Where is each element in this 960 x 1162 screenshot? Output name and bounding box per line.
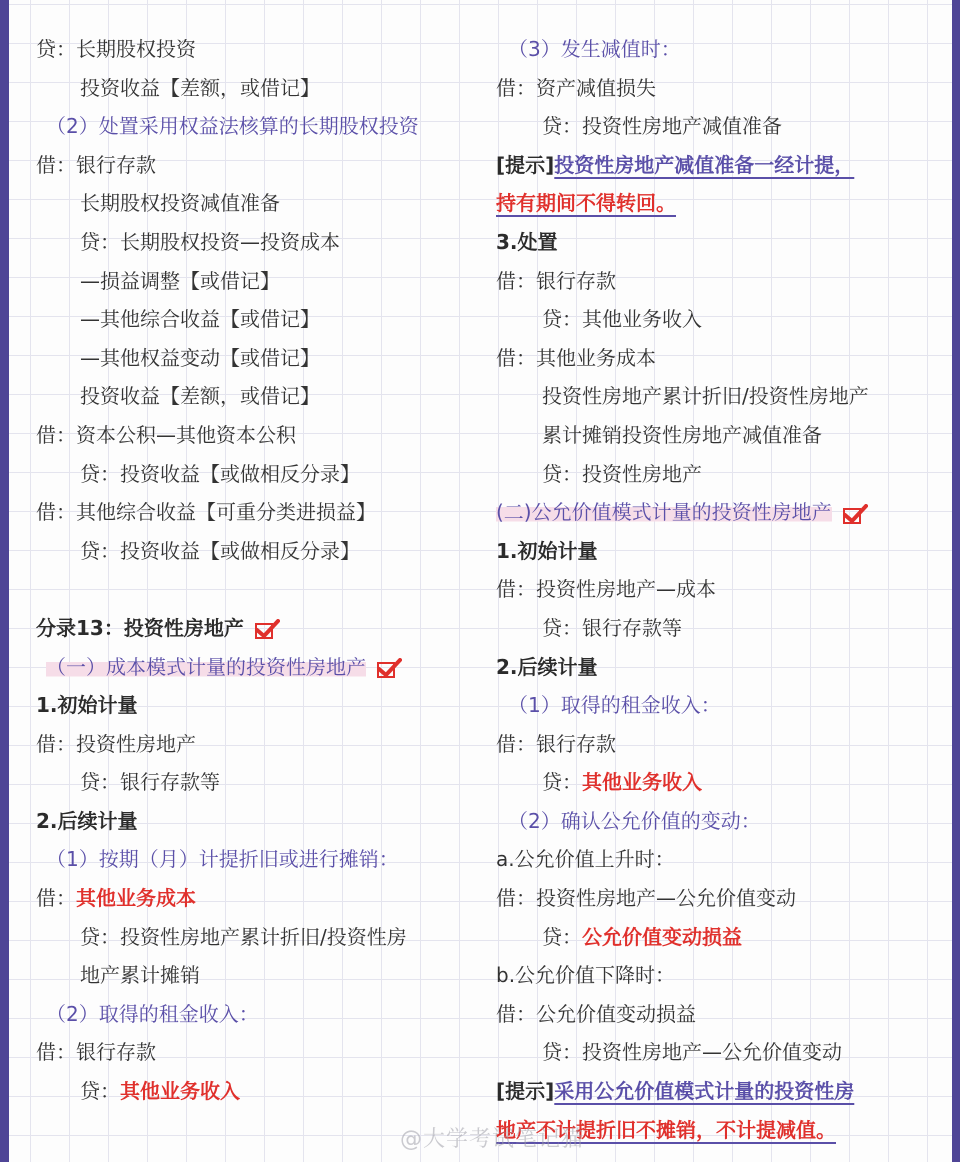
line-text: 2.后续计量 xyxy=(36,808,138,833)
line-text: （1）按期（月）计提折旧或进行摊销： xyxy=(46,847,399,872)
emphasis-text: 其他业务收入 xyxy=(582,770,702,795)
left-column xyxy=(36,30,486,1111)
line-text: —损益调整【或借记】 xyxy=(80,268,280,293)
line-text: 3.处置 xyxy=(496,229,558,254)
right-line-14 xyxy=(496,570,936,609)
left-line-9 xyxy=(36,377,486,416)
right-line-8 xyxy=(496,339,936,378)
left-line-4 xyxy=(36,184,486,223)
right-line-11 xyxy=(496,455,936,494)
line-text: 借：资产减值损失 xyxy=(496,75,656,100)
left-line-12 xyxy=(36,493,486,532)
line-text: 分录13：投资性房地产 xyxy=(36,615,244,640)
line-text: 2.后续计量 xyxy=(496,654,598,679)
left-line-1 xyxy=(36,69,486,108)
left-border xyxy=(0,0,9,1162)
line-text: （2）确认公允价值的变动： xyxy=(508,808,761,833)
line-text: （3）发生减值时： xyxy=(508,37,681,61)
right-line-24 xyxy=(496,956,936,995)
left-line-24 xyxy=(36,956,486,995)
line-text: 借：银行存款 xyxy=(496,731,616,756)
left-line-21 xyxy=(36,840,486,879)
left-line-7 xyxy=(36,300,486,339)
line-text: （1）取得的租金收入： xyxy=(508,693,721,718)
right-line-0 xyxy=(496,30,936,69)
left-line-10 xyxy=(36,416,486,455)
checkmark-icon xyxy=(376,658,402,678)
left-line-23 xyxy=(36,918,486,957)
emphasis-text: 其他业务成本 xyxy=(76,886,196,911)
left-line-0 xyxy=(36,30,486,69)
line-text: 借：银行存款 xyxy=(496,268,616,293)
left-line-16 xyxy=(36,648,486,687)
line-text: b.公允价值下降时： xyxy=(496,963,676,988)
line-text: （2）取得的租金收入： xyxy=(46,1001,259,1026)
line-text: [提示] xyxy=(496,1079,555,1104)
line-text: 贷： xyxy=(542,770,582,795)
line-text: 地产累计摊销 xyxy=(80,963,200,988)
emphasis-text: 地产不计提折旧不摊销，不计提减值。 xyxy=(496,1117,836,1142)
line-text: 投资性房地产累计折旧/投资性房地产 xyxy=(542,384,869,409)
right-line-4 xyxy=(496,184,936,223)
line-text: a.公允价值上升时： xyxy=(496,847,675,872)
line-text: 借：银行存款 xyxy=(36,1040,156,1065)
right-line-26 xyxy=(496,1033,936,1072)
line-text: 借：银行存款 xyxy=(36,152,156,177)
line-text: 贷：长期股权投资 xyxy=(36,37,196,61)
line-text: 贷：投资性房地产减值准备 xyxy=(542,114,782,139)
left-line-13 xyxy=(36,532,486,571)
left-line-27 xyxy=(36,1072,486,1111)
right-line-16 xyxy=(496,648,936,687)
line-text: 借：其他综合收益【可重分类进损益】 xyxy=(36,500,376,525)
left-line-11 xyxy=(36,455,486,494)
line-text: 借：资本公积—其他资本公积 xyxy=(36,422,296,447)
right-line-9 xyxy=(496,377,936,416)
emphasis-text: 其他业务收入 xyxy=(120,1079,240,1104)
line-text: 贷：投资收益【或做相反分录】 xyxy=(80,538,360,563)
left-line-22 xyxy=(36,879,486,918)
line-text: 贷：投资性房地产累计折旧/投资性房 xyxy=(80,924,407,949)
line-text: 投资收益【差额，或借记】 xyxy=(80,75,320,100)
right-line-6 xyxy=(496,262,936,301)
right-line-12 xyxy=(496,493,936,532)
line-text: 借：其他业务成本 xyxy=(496,345,656,370)
right-line-10 xyxy=(496,416,936,455)
line-text: 借：投资性房地产—公允价值变动 xyxy=(496,886,796,911)
line-text: 投资收益【差额，或借记】 xyxy=(80,384,320,409)
right-line-22 xyxy=(496,879,936,918)
left-line-5 xyxy=(36,223,486,262)
line-text: (二)公允价值模式计量的投资性房地产 xyxy=(496,500,832,525)
left-line-18 xyxy=(36,725,486,764)
right-line-18 xyxy=(496,725,936,764)
line-text: 贷：其他业务收入 xyxy=(542,307,702,332)
line-text: 贷：长期股权投资—投资成本 xyxy=(80,229,340,254)
right-line-19 xyxy=(496,763,936,802)
left-line-25 xyxy=(36,995,486,1034)
checkmark-icon xyxy=(254,619,280,639)
left-line-19 xyxy=(36,763,486,802)
line-text: 1.初始计量 xyxy=(36,693,138,718)
right-line-1 xyxy=(496,69,936,108)
right-line-23 xyxy=(496,918,936,957)
right-line-27 xyxy=(496,1072,936,1111)
line-text: 贷：投资收益【或做相反分录】 xyxy=(80,461,360,486)
line-text: 借：公允价值变动损益 xyxy=(496,1001,696,1026)
tip-highlight: 采用公允价值模式计量的投资性房 xyxy=(554,1079,855,1104)
right-line-25 xyxy=(496,995,936,1034)
checkmark-icon xyxy=(842,504,868,524)
right-border xyxy=(952,0,960,1162)
left-line-8 xyxy=(36,339,486,378)
line-text: 累计摊销投资性房地产减值准备 xyxy=(542,422,822,447)
line-text: 借：投资性房地产—成本 xyxy=(496,577,716,602)
line-text: 贷：银行存款等 xyxy=(542,615,682,640)
line-text: —其他权益变动【或借记】 xyxy=(80,345,320,370)
line-text: 贷：投资性房地产 xyxy=(542,461,702,486)
line-text: 贷： xyxy=(80,1079,120,1104)
line-text: 贷：投资性房地产—公允价值变动 xyxy=(542,1040,842,1065)
right-line-17 xyxy=(496,686,936,725)
emphasis-text: 公允价值变动损益 xyxy=(582,924,742,949)
right-line-2 xyxy=(496,107,936,146)
line-text: 贷：银行存款等 xyxy=(80,770,220,795)
tip-highlight: 投资性房地产减值准备一经计提， xyxy=(554,152,855,177)
line-text: 长期股权投资减值准备 xyxy=(80,191,280,216)
right-line-13 xyxy=(496,532,936,571)
left-line-20 xyxy=(36,802,486,841)
left-line-6 xyxy=(36,262,486,301)
line-text: 1.初始计量 xyxy=(496,538,598,563)
left-line-15 xyxy=(36,609,486,648)
line-text: [提示] xyxy=(496,152,555,177)
right-line-5 xyxy=(496,223,936,262)
left-line-17 xyxy=(36,686,486,725)
right-line-7 xyxy=(496,300,936,339)
right-line-21 xyxy=(496,840,936,879)
line-text: —其他综合收益【或借记】 xyxy=(80,307,320,332)
left-line-26 xyxy=(36,1033,486,1072)
line-text: 贷： xyxy=(542,924,582,949)
line-text: 借：投资性房地产 xyxy=(36,731,196,756)
emphasis-text: 持有期间不得转回。 xyxy=(496,191,676,216)
line-text: （一）成本模式计量的投资性房地产 xyxy=(46,654,366,679)
right-line-3 xyxy=(496,146,936,185)
line-text: 借： xyxy=(36,886,76,911)
line-text: （2）处置采用权益法核算的长期股权投资 xyxy=(46,114,419,139)
left-line-3 xyxy=(36,146,486,185)
left-line-14 xyxy=(36,570,486,609)
right-line-15 xyxy=(496,609,936,648)
left-line-2 xyxy=(36,107,486,146)
watermark: @大学考试笔记猫 xyxy=(400,1127,585,1152)
right-line-20 xyxy=(496,802,936,841)
right-column xyxy=(496,30,936,1149)
